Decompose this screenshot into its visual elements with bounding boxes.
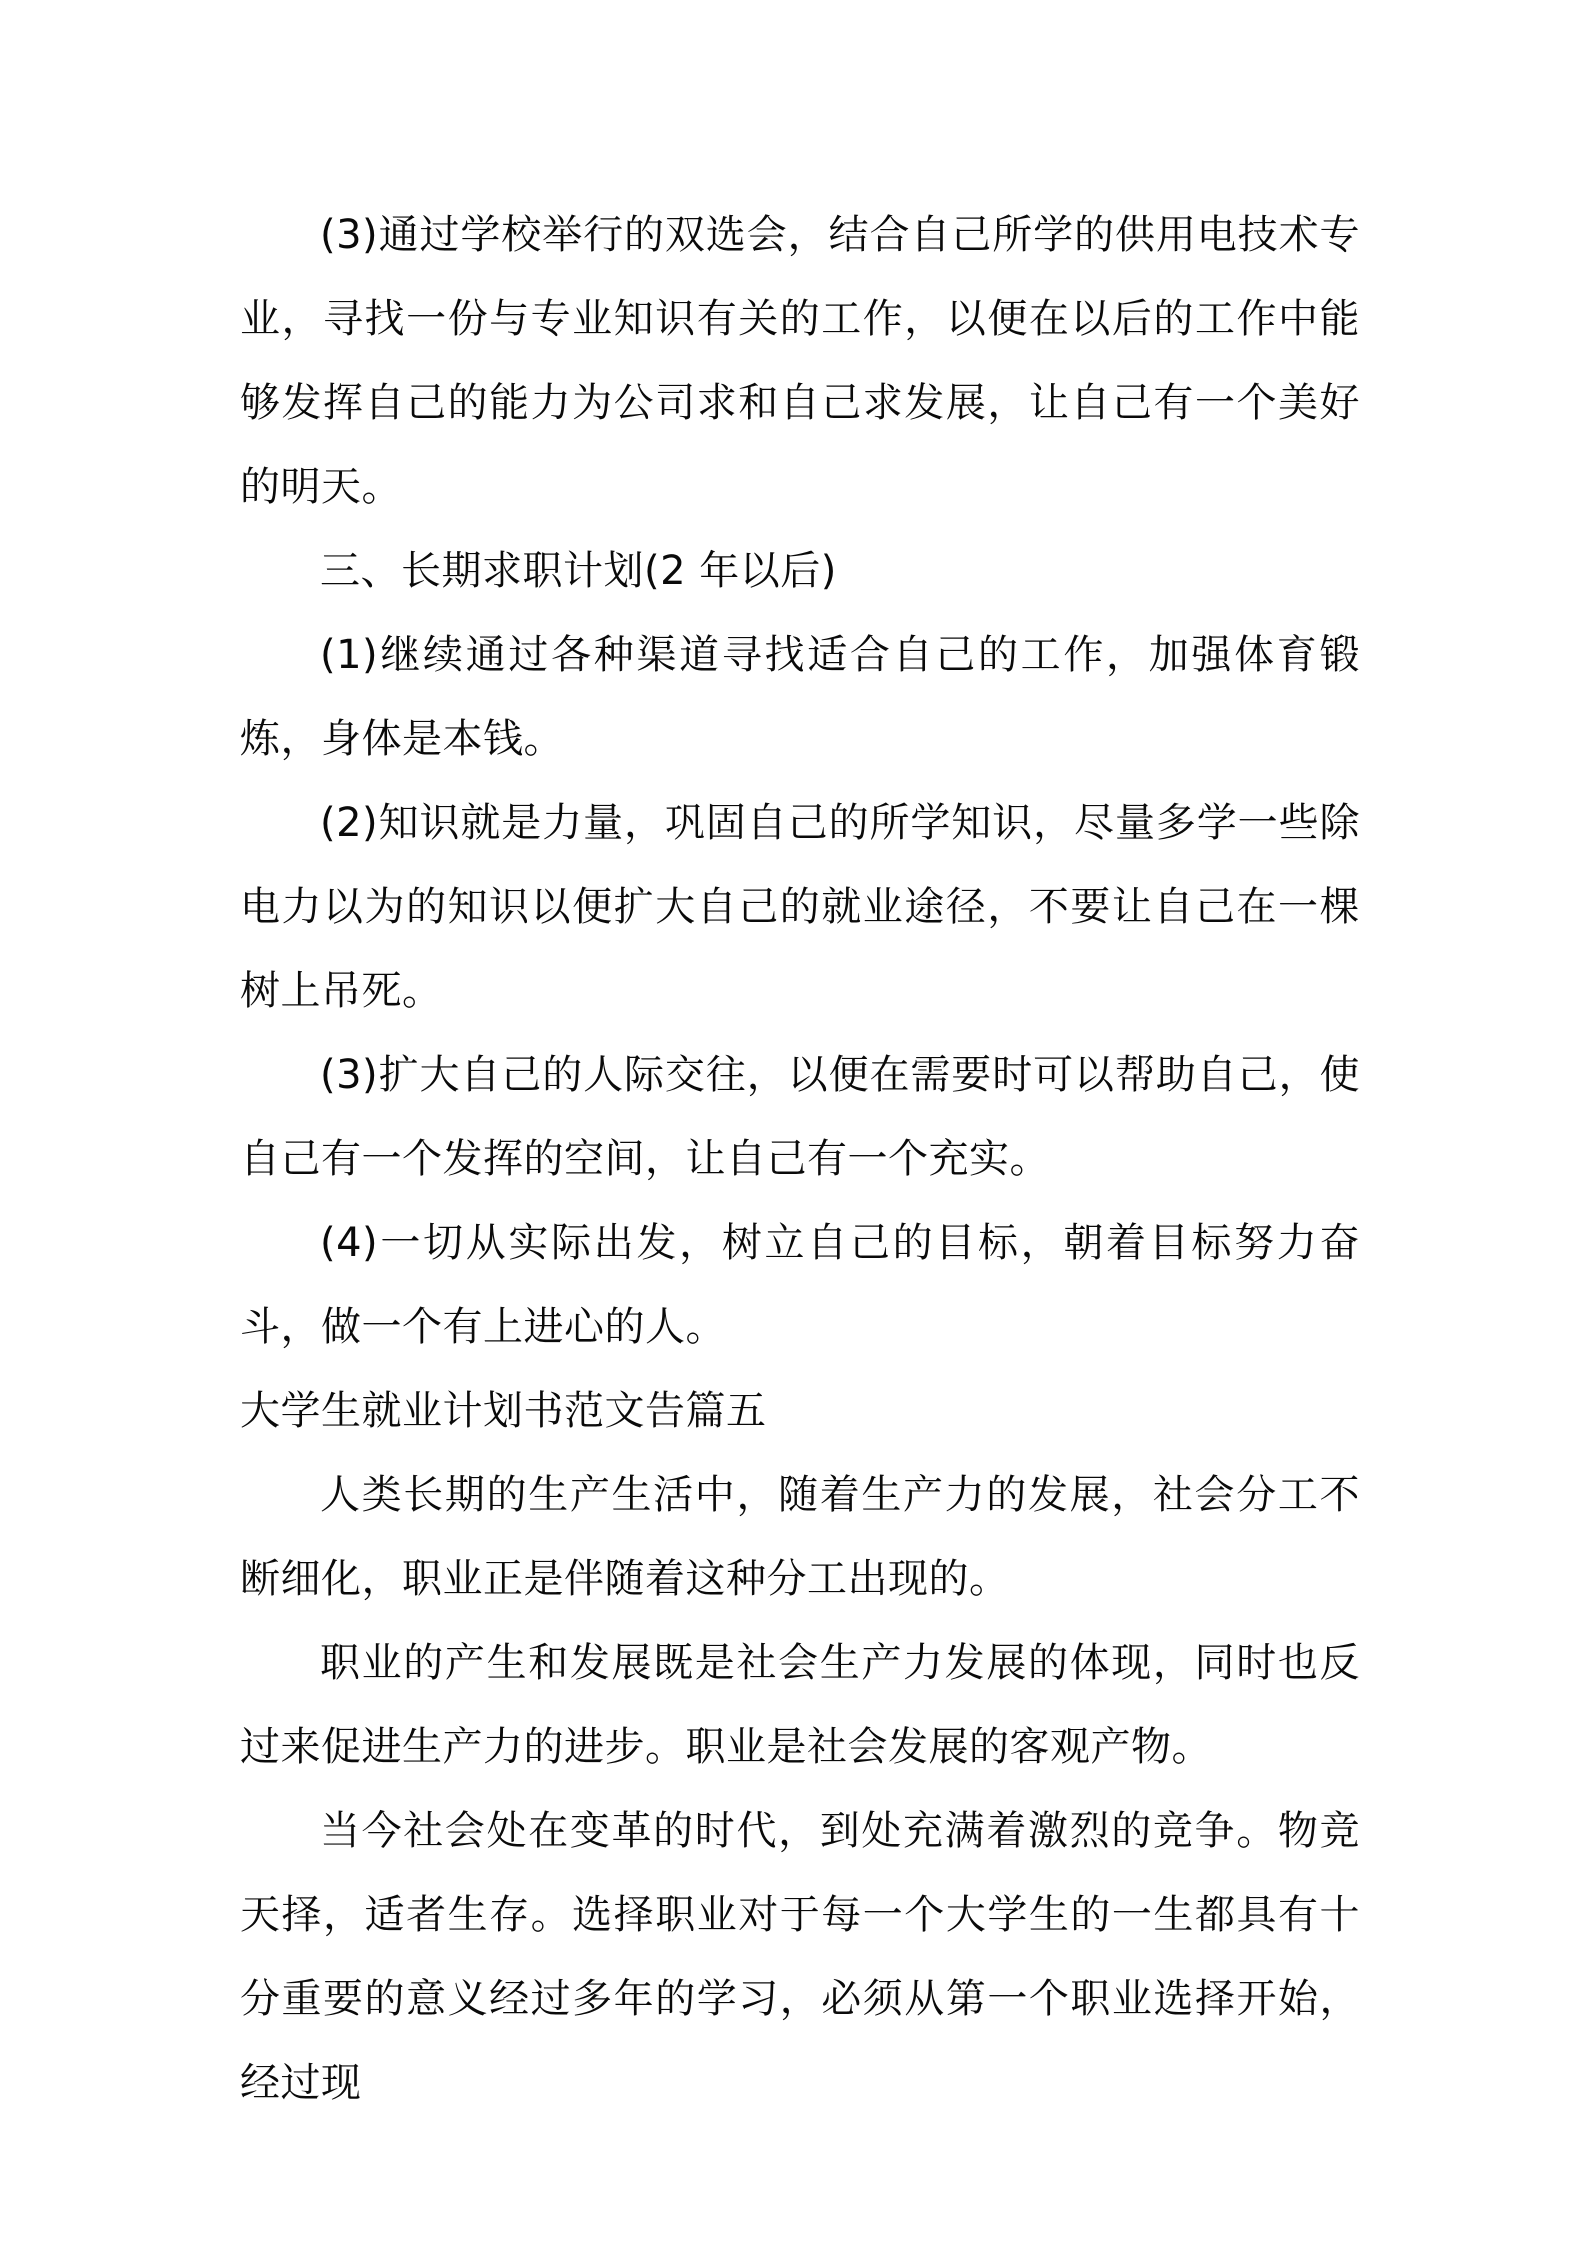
paragraph-competition: 当今社会处在变革的时代，到处充满着激烈的竞争。物竞天择，适者生存。选择职业对于每一个大学生的一生都具有十分重要的意义经过多年的学习，必须从第一个职业选择开始，经过现 bbox=[240, 1808, 1360, 2106]
document-body bbox=[240, 193, 1360, 2125]
paragraph-item-2-knowledge: (2)知识就是力量，巩固自己的所学知识，尽量多学一些除电力以为的知识以便扩大自己的就业途径，不要让自己在一棵树上吊死。 bbox=[240, 800, 1360, 1014]
article-title-part-five: 大学生就业计划书范文告篇五 bbox=[240, 1388, 767, 1434]
paragraph-item-1-channels: (1)继续通过各种渠道寻找适合自己的工作，加强体育锻炼，身体是本钱。 bbox=[240, 632, 1360, 762]
paragraph-division-of-labor: 人类长期的生产生活中，随着生产力的发展，社会分工不断细化，职业正是伴随着这种分工出现的。 bbox=[240, 1472, 1360, 1602]
section-heading-long-term-plan: 三、长期求职计划(2 年以后) bbox=[320, 548, 837, 594]
paragraph-item-3-shuangxuanhui: (3)通过学校举行的双选会，结合自己所学的供用电技术专业，寻找一份与专业知识有关的工作，以便在以后的工作中能够发挥自己的能力为公司求和自己求发展，让自己有一个美好的明天。 bbox=[240, 212, 1360, 510]
paragraph-item-3-social: (3)扩大自己的人际交往，以便在需要时可以帮助自己，使自己有一个发挥的空间，让自己有一个充实。 bbox=[240, 1052, 1360, 1182]
paragraph-item-4-goals: (4)一切从实际出发，树立自己的目标，朝着目标努力奋斗，做一个有上进心的人。 bbox=[240, 1220, 1360, 1350]
paragraph-career-origin: 职业的产生和发展既是社会生产力发展的体现，同时也反过来促进生产力的进步。职业是社会发展的客观产物。 bbox=[240, 1640, 1360, 1770]
